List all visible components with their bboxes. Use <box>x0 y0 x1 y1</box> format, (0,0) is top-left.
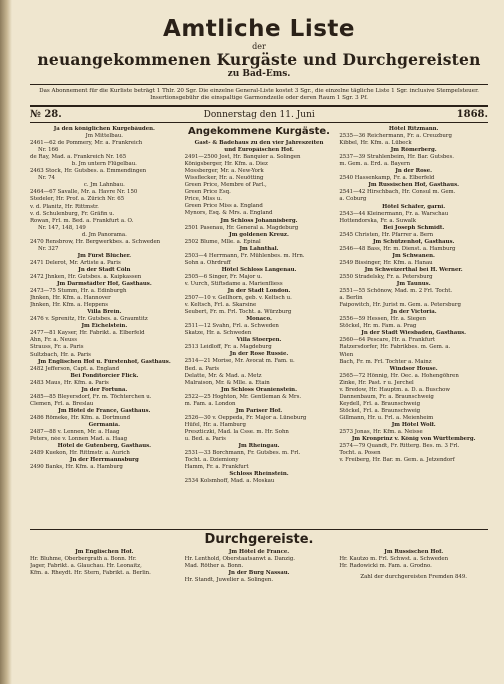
right-establishment-heading: Jm Taunus. <box>396 281 431 288</box>
left-establishment-heading: Hôtel de Gutenberg, Gasthaus. <box>57 443 152 450</box>
issue-number: № 28. <box>30 109 62 120</box>
right-guest-entry: 2556—59 Hessen, Hr. a. Siegen <box>339 316 427 323</box>
transit-heading: Durchgereiste. <box>204 532 314 547</box>
middle-establishment-heading: Jm Lahnthal. <box>239 245 279 252</box>
left-establishment-heading: Jn der Fortuna. <box>81 386 128 393</box>
middle-guest-entry: Hamm, Fr. a. Frankfurt <box>184 464 249 471</box>
right-guest-entry: 2549 Bissinger, Hr. Kfm. a. Hanau <box>339 259 433 266</box>
middle-guest-entry: Seubert, Fr. m. Frl. Tocht. a. Würzburg <box>184 309 292 316</box>
place-name: zu Bad-Ems. <box>227 69 291 79</box>
left-guest-entry: Nr. 166 <box>38 147 59 154</box>
title-connector: der <box>252 42 266 51</box>
middle-guest-entry: 2503—4 Herrmann, Fr. Mühlenbes. m. Hrn. <box>184 252 305 259</box>
left-guest-entry: 2483 Maus, Hr. Kfm. a. Paris <box>30 379 109 386</box>
middle-establishment-heading: Monaco. <box>246 316 272 323</box>
transit-column-2 <box>185 549 334 584</box>
middle-establishment-heading: Jm Rheingau. <box>238 443 280 450</box>
right-establishment-heading: Jm Schweizerthal bei H. Werner. <box>364 266 463 273</box>
middle-guest-entry: v. Uurch, Stiftsdame a. Marienfliess <box>184 280 283 287</box>
left-establishment-heading: Bei Fonditorcier Flick. <box>70 372 139 379</box>
left-guest-entry: Nr. 74 <box>38 175 55 182</box>
page-subtitle: neuangekommenen Kurgäste und Durchgereisten <box>37 50 481 69</box>
left-guest-entry: 2463 Stock, Hr. Gutsbes. a. Emmendingen <box>30 168 147 175</box>
right-guest-entry: 2565—72 Hönnig, Hr. Oec. a. Hohengöhren <box>339 372 459 379</box>
right-column <box>339 126 488 526</box>
left-guest-entry: 2486 Römeke, Hr. Kfm. a. Dortmund <box>30 414 131 421</box>
left-guest-entry: 2477—81 Kayser, Hr. Fabrikt. a. Elberfeld <box>30 330 145 337</box>
right-guest-entry: 2545 Christen, Hr. Pfarrer a. Bern <box>339 231 434 238</box>
transit-summary: Zahl der durchgereisten Fremden 849. <box>360 574 468 581</box>
left-establishment-heading: Villa Brein. <box>87 309 122 316</box>
middle-guest-entry: 2507—10 v. Gellhorn, geb. v. Keltsch u. <box>184 295 292 302</box>
middle-establishment-heading: Jm Pariser Hof. <box>235 407 283 414</box>
middle-column <box>185 126 334 526</box>
page-title: Amtliche Liste <box>163 16 355 42</box>
middle-guest-entry: Price, Miss u. <box>184 196 222 203</box>
arrivals-heading: Angekommene Kurgäste. <box>188 126 330 137</box>
transit-column-1 <box>30 549 179 584</box>
right-guest-entry: a. Berlin <box>339 295 363 302</box>
right-guest-entry: v. Bredow, Hr. Hauptm. a. D. a. Buschow <box>339 386 451 393</box>
middle-guest-entry: v. Keltsch, Frl. a. Skarsine <box>184 302 257 309</box>
middle-guest-entry: m. Fam. a. London <box>184 400 236 407</box>
middle-guest-entry: 2491—2500 Jost, Hr. Banquier a. Solingen <box>184 154 301 161</box>
middle-guest-entry: Tocht. a. Dziemiony <box>184 457 239 464</box>
transit1-guest-entry: Kfm. a. Rheydt. Hr. Stern, Fabrikt. a. Berlin. <box>30 570 151 577</box>
left-establishment-heading: Jm Englischen Hof u. Fürstenhof, Gasthaus. <box>37 358 171 365</box>
middle-guest-entry: 2514—21 Morise, Mr. Avocat m. Fam. u. <box>184 358 295 365</box>
right-guest-entry: v. Freiberg, Hr. Bar. m. Gem. a. Jetzendorf <box>339 457 455 464</box>
transit1-establishment-heading: Jm Englischen Hof. <box>75 549 134 555</box>
right-establishment-heading: Hôtel Ritzmann. <box>388 126 439 132</box>
right-guest-entry: 2574—79 Quandt, Fr. Ritterg. Bes. m. 3 Frl. <box>339 443 460 450</box>
left-guest-entry: Peters, née v. Lonnen Mad. a. Haag <box>30 436 128 443</box>
middle-guest-entry: Green Price, Membre of Parl., <box>184 182 267 189</box>
left-guest-entry: v. d. Schulenburg, Fr. Gräfin u. <box>30 210 115 217</box>
left-guest-entry: Nr. 327 <box>38 245 59 252</box>
right-guest-entry: 2550 Stradelsky, Fr. a. Petersburg <box>339 273 433 280</box>
right-establishment-heading: Jm Hôtel Wolf. <box>391 421 436 428</box>
left-guest-entry: Rowan, Frl. m. Bed. a. Frankfurt a. O. <box>30 217 134 224</box>
left-guest-entry: 2476 v. Sprenitz, Hr. Gutsbes. a. Graumtitz <box>30 316 148 323</box>
middle-establishment-heading: Villa Stoerpen. <box>236 337 282 344</box>
middle-guest-entry: Bed. a. Paris <box>184 365 220 372</box>
left-guest-entry: 2487—88 v. Lennen, Mr. a. Haag <box>30 429 120 436</box>
left-guest-entry: Nr. 147, 148, 149 <box>38 224 86 231</box>
transit2-guest-entry: Hr. Lenthold, Oberstaatsanwt a. Danzig. <box>184 556 295 563</box>
left-guest-entry: Jm Mittelbau. <box>85 133 123 140</box>
middle-guest-entry: 2505—6 Singer, Fr. Major u. <box>184 273 263 280</box>
left-guest-entry: 2472 Jhnken, Hr. Gutsbes. a. Kaipkassen <box>30 273 142 280</box>
left-guest-entry: 2470 Rensbrow, Hr. Bergwerkbes. a. Schweden <box>30 238 161 245</box>
right-establishment-heading: Jm Schwanen. <box>392 252 435 259</box>
transit2-establishment-heading: Jm Hôtel de France. <box>228 549 290 555</box>
right-guest-entry: Stöckel, Hr. m. Fam. a. Prag <box>339 323 417 330</box>
left-establishment-heading: Jm Darmstädter Hof, Gasthaus. <box>56 281 152 288</box>
issue-year: 1868. <box>456 109 488 120</box>
transit2-establishment-heading: Jn der Burg Nassau. <box>228 570 290 577</box>
right-guest-entry: Ratzersdorfer, Hr. Fabrikbes. m. Gem. a. <box>339 344 451 351</box>
right-guest-entry: 2546—48 Bass, Hr. m. Dienst. a. Hamburg <box>339 245 456 252</box>
right-establishment-heading: Jn der Stadt Wiesbaden, Gasthaus. <box>361 330 467 337</box>
left-establishment-heading: Jm Hôtel de France, Gasthaus. <box>58 407 151 414</box>
left-guest-entry: 2485—85 Bleyersdorf, Fr. m. Töchterchen u. <box>30 393 152 400</box>
middle-guest-entry: Sohn a. Ohrdruff <box>184 259 231 266</box>
right-establishment-heading: Bei Joseph Schmidt. <box>383 224 445 231</box>
right-establishment-heading: Jm Schützenhof, Gasthaus. <box>372 238 455 245</box>
left-guest-entry: 2471 Delerot, Mr. Artiste a. Paris <box>30 259 121 266</box>
middle-establishment-heading: und Europäischen Hof. <box>224 147 294 154</box>
middle-guest-entry: 2511—12 Svahn, Frl. a. Schweden <box>184 323 279 330</box>
left-guest-entry: Sultzbach, Hr. a. Paris <box>30 351 91 358</box>
right-guest-entry: Tocht. a. Posen <box>339 450 381 457</box>
left-guest-entry: 2473—75 Stumm, Hr. a. Edinburgh <box>30 288 127 295</box>
left-establishment-heading: Jn der Herrmannsburg <box>69 457 139 464</box>
left-guest-entry: b. Jm untern Flügelbau. <box>71 161 137 168</box>
right-establishment-heading: Windsor House. <box>389 365 438 372</box>
middle-guest-entry: 2513 Leidloff, Fr. a. Magdeburg <box>184 344 272 351</box>
middle-establishment-heading: Jm Schloss Johannisberg. <box>220 217 298 224</box>
transit2-guest-entry: Hr. Standt, Juwelier a. Solingen. <box>184 577 274 584</box>
right-guest-entry: Stöckel, Frl. a. Braunschweig <box>339 407 421 414</box>
transit3-guest-entry: Hr. Radowicki m. Fam. a. Grodno. <box>339 563 432 570</box>
middle-guest-entry: 2501 Pasenau, Hr. General a. Magdeburg <box>184 224 299 231</box>
transit1-guest-entry: Hr. Bluhme, Oberbergrath a. Bonn. Hr. <box>30 556 137 563</box>
right-guest-entry: Dannenbaum, Fr. a. Braunschweig <box>339 393 434 400</box>
middle-guest-entry: Malraison, Mr. & Mlle. a. Etain <box>184 379 270 386</box>
middle-guest-entry: 2531—33 Borchmann, Fr. Gutsbes. m. Frl. <box>184 450 301 457</box>
right-guest-entry: Kibbel, Hr. Kfm. a. Lübeck <box>339 140 412 147</box>
left-guest-entry: Strauss, Fr. a. Paris <box>30 344 84 351</box>
middle-establishment-heading: Schloss Rheinstein. <box>229 471 289 478</box>
right-establishment-heading: Jn der Victoria. <box>390 309 437 316</box>
right-guest-entry: Bach, Fr. m. Frl. Tochter a. Mainz <box>339 358 432 365</box>
left-establishment-heading: Jm Eichelstein. <box>81 323 128 330</box>
middle-establishment-heading: Jn der Stadt London. <box>227 287 291 294</box>
right-establishment-heading: Hôtel Schäfer, garni. <box>382 203 446 210</box>
left-establishment-heading: Germania. <box>88 421 121 428</box>
left-establishment-heading: Jm Fürst Blücher. <box>77 252 132 259</box>
left-guest-entry: 2464—67 Savalle, Mr. a. Havre Nr. 150 <box>30 189 138 196</box>
left-guest-entry: 2482 Jefferson, Capt. a. England <box>30 365 120 372</box>
right-guest-entry: 2541—42 Hirschbach, Hr. Consul m. Gem. <box>339 189 456 196</box>
left-guest-entry: 2461—62 de Pommery, Mr. a. Frankreich <box>30 140 143 147</box>
left-guest-entry: de Ray, Mad. a. Frankreich Nr. 165 <box>30 154 127 161</box>
middle-guest-entry: 2502 Blume, Mlle. a. Epinal <box>184 238 261 245</box>
middle-guest-entry: Delatte, Mr. & Mad. a. Metz <box>184 372 262 379</box>
right-guest-entry: Hottendorska, Fr. a. Suwalk <box>339 217 417 224</box>
middle-guest-entry: 2526—30 v. Oeppeda, Fr. Major a. Lüneburg <box>184 414 307 421</box>
right-guest-entry: 2540 Hassenkamp, Fr. a. Elberfeld <box>339 175 435 182</box>
right-guest-entry: 2560—64 Pescare, Hr. a. Frankfurt <box>339 337 436 344</box>
middle-guest-entry: Green Price Miss a. England <box>184 203 263 210</box>
right-guest-entry: 2535—36 Reichermann, Fr. a. Creuzburg <box>339 133 452 140</box>
right-establishment-heading: Jm Römerberg. <box>390 147 437 154</box>
issue-date: Donnerstag den 11. Juni <box>203 110 315 120</box>
right-guest-entry: Gillmann, Hr. u. Frl. a. Meienheim <box>339 414 434 421</box>
middle-guest-entry: Königsberger, Hr. Kfm. a. Diez <box>184 161 268 168</box>
middle-guest-entry: Mynors, Esq. & Mrs. a. England <box>184 210 273 217</box>
book-spine-shadow <box>0 0 12 684</box>
middle-column-entries <box>185 140 334 485</box>
right-establishment-heading: Jn der Rose. <box>395 168 433 175</box>
middle-guest-entry: Wissflecker, Hr. a. Neuötting <box>184 175 264 182</box>
right-guest-entry: m. Gem. a. Erd. a. Bayern <box>339 161 411 168</box>
right-guest-entry: Wien <box>339 351 354 358</box>
left-guest-entry: Stedeler, Hr. Prof. a. Zürich Nr. 65 <box>30 196 125 203</box>
middle-guest-entry: Skatze, Hr. a. Schweden <box>184 330 252 337</box>
guest-columns <box>30 126 488 526</box>
left-establishment-heading: Ja den königlichen Kurgebäuden. <box>53 126 155 132</box>
right-guest-entry: a. Coburg <box>339 196 367 203</box>
middle-establishment-heading: Jm goldenen Kreuz. <box>229 231 289 238</box>
transit2-guest-entry: Mad. Röther a. Bonn. <box>184 563 244 570</box>
left-guest-entry: v. d. Planitz, Hr. Rittmstr. <box>30 203 99 210</box>
subscription-notice: Das Abonnement für die Kurliste beträgt 1 Thlr. 20 Sgr. Die einzelne General-Liste kostet 3 Sgr., die einzelne tägliche Liste 1 Sgr. inclusive Stempelsteuer. Insertionsgebühr die einspaltige Garmondzeile oder deren Raum 1 Sgr. 3 Pf. <box>30 84 488 102</box>
left-guest-entry: d. Jm Panorama. <box>81 231 127 238</box>
right-guest-entry: 2551—55 Schönow, Mad. m. 2 Frl. Tocht. <box>339 288 453 295</box>
right-guest-entry: 2537—39 Strahlenbeim, Hr. Bar. Gutsbes. <box>339 154 454 161</box>
transit-column-3 <box>339 549 488 584</box>
middle-guest-entry: 2534 Kolsmhoff, Mad. a. Moskau <box>184 478 275 485</box>
middle-guest-entry: Mossberger, Mr. a. New-York <box>184 168 264 175</box>
left-guest-entry: Jhnken, Hr. Kfm. a. Hannover <box>30 295 111 302</box>
left-guest-entry: Jhnken, Hr. Kfm. a. Heppens <box>30 302 108 309</box>
middle-guest-entry: Green Price Esq. <box>184 189 231 196</box>
middle-establishment-heading: Hôtel Schloss Langenau. <box>221 266 297 273</box>
middle-guest-entry: u. Bed. a. Paris <box>184 435 226 442</box>
middle-guest-entry: Preszticzki, Mad. la Csse. m. Hr. Sohn <box>184 428 289 435</box>
middle-establishment-heading: Jn der Rose Russie. <box>229 351 289 358</box>
transit3-establishment-heading: Jm Russischen Hof. <box>384 549 444 555</box>
left-establishment-heading: Jn der Stadt Cöln <box>78 266 131 273</box>
right-guest-entry: 2573 Jonas, Hr. Kfm. a. Neisse <box>339 429 423 436</box>
issue-row <box>30 105 488 123</box>
right-guest-entry: Zinke, Hr. Past. r u. Jerchel <box>339 379 414 386</box>
right-establishment-heading: Jm Russischen Hof, Gasthaus. <box>368 182 459 189</box>
transit1-guest-entry: Jager, Fabrikt. a. Glauchau. Hr. Leonaitz, <box>30 563 142 570</box>
right-guest-entry: Faipowitch, Hr. Jurist m. Gem. a. Petersburg <box>339 302 461 309</box>
left-guest-entry: Ahn, Fr. a. Neuss <box>30 337 77 344</box>
right-guest-entry: 2543—44 Kleinermann, Fr. a. Warschau <box>339 210 449 217</box>
middle-establishment-heading: Gast- & Badehaus zu den vier Jahreszeiten <box>194 140 324 146</box>
middle-guest-entry: 2522—25 Hoghton, Mr. Gentleman & Mrs. <box>184 393 302 400</box>
transit-column-3-entries <box>339 549 488 570</box>
left-guest-entry: 2490 Banks, Hr. Kfm. a. Hamburg <box>30 464 123 471</box>
middle-establishment-heading: Jm Schloss Oranienstein. <box>221 386 297 393</box>
transit3-guest-entry: Hr. Kautzo m. Frl. Schwst. a. Schweden <box>339 556 449 563</box>
section-divider <box>30 529 488 530</box>
left-guest-entry: c. Jm Lahnbau. <box>83 182 125 189</box>
right-establishment-heading: Jm Kronprinz v. König von Württemberg. <box>351 436 476 443</box>
left-column <box>30 126 179 526</box>
right-guest-entry: Keydell, Frl. a. Braunschweig <box>339 400 421 407</box>
left-guest-entry: Clemen, Frl. a. Breslau <box>30 400 94 407</box>
left-guest-entry: 2489 Kuekon, Hr. Rittmstr. a. Aurich <box>30 450 130 457</box>
transit-columns <box>30 549 488 584</box>
middle-guest-entry: Hüfel, Hr. a. Hamburg <box>184 421 246 428</box>
